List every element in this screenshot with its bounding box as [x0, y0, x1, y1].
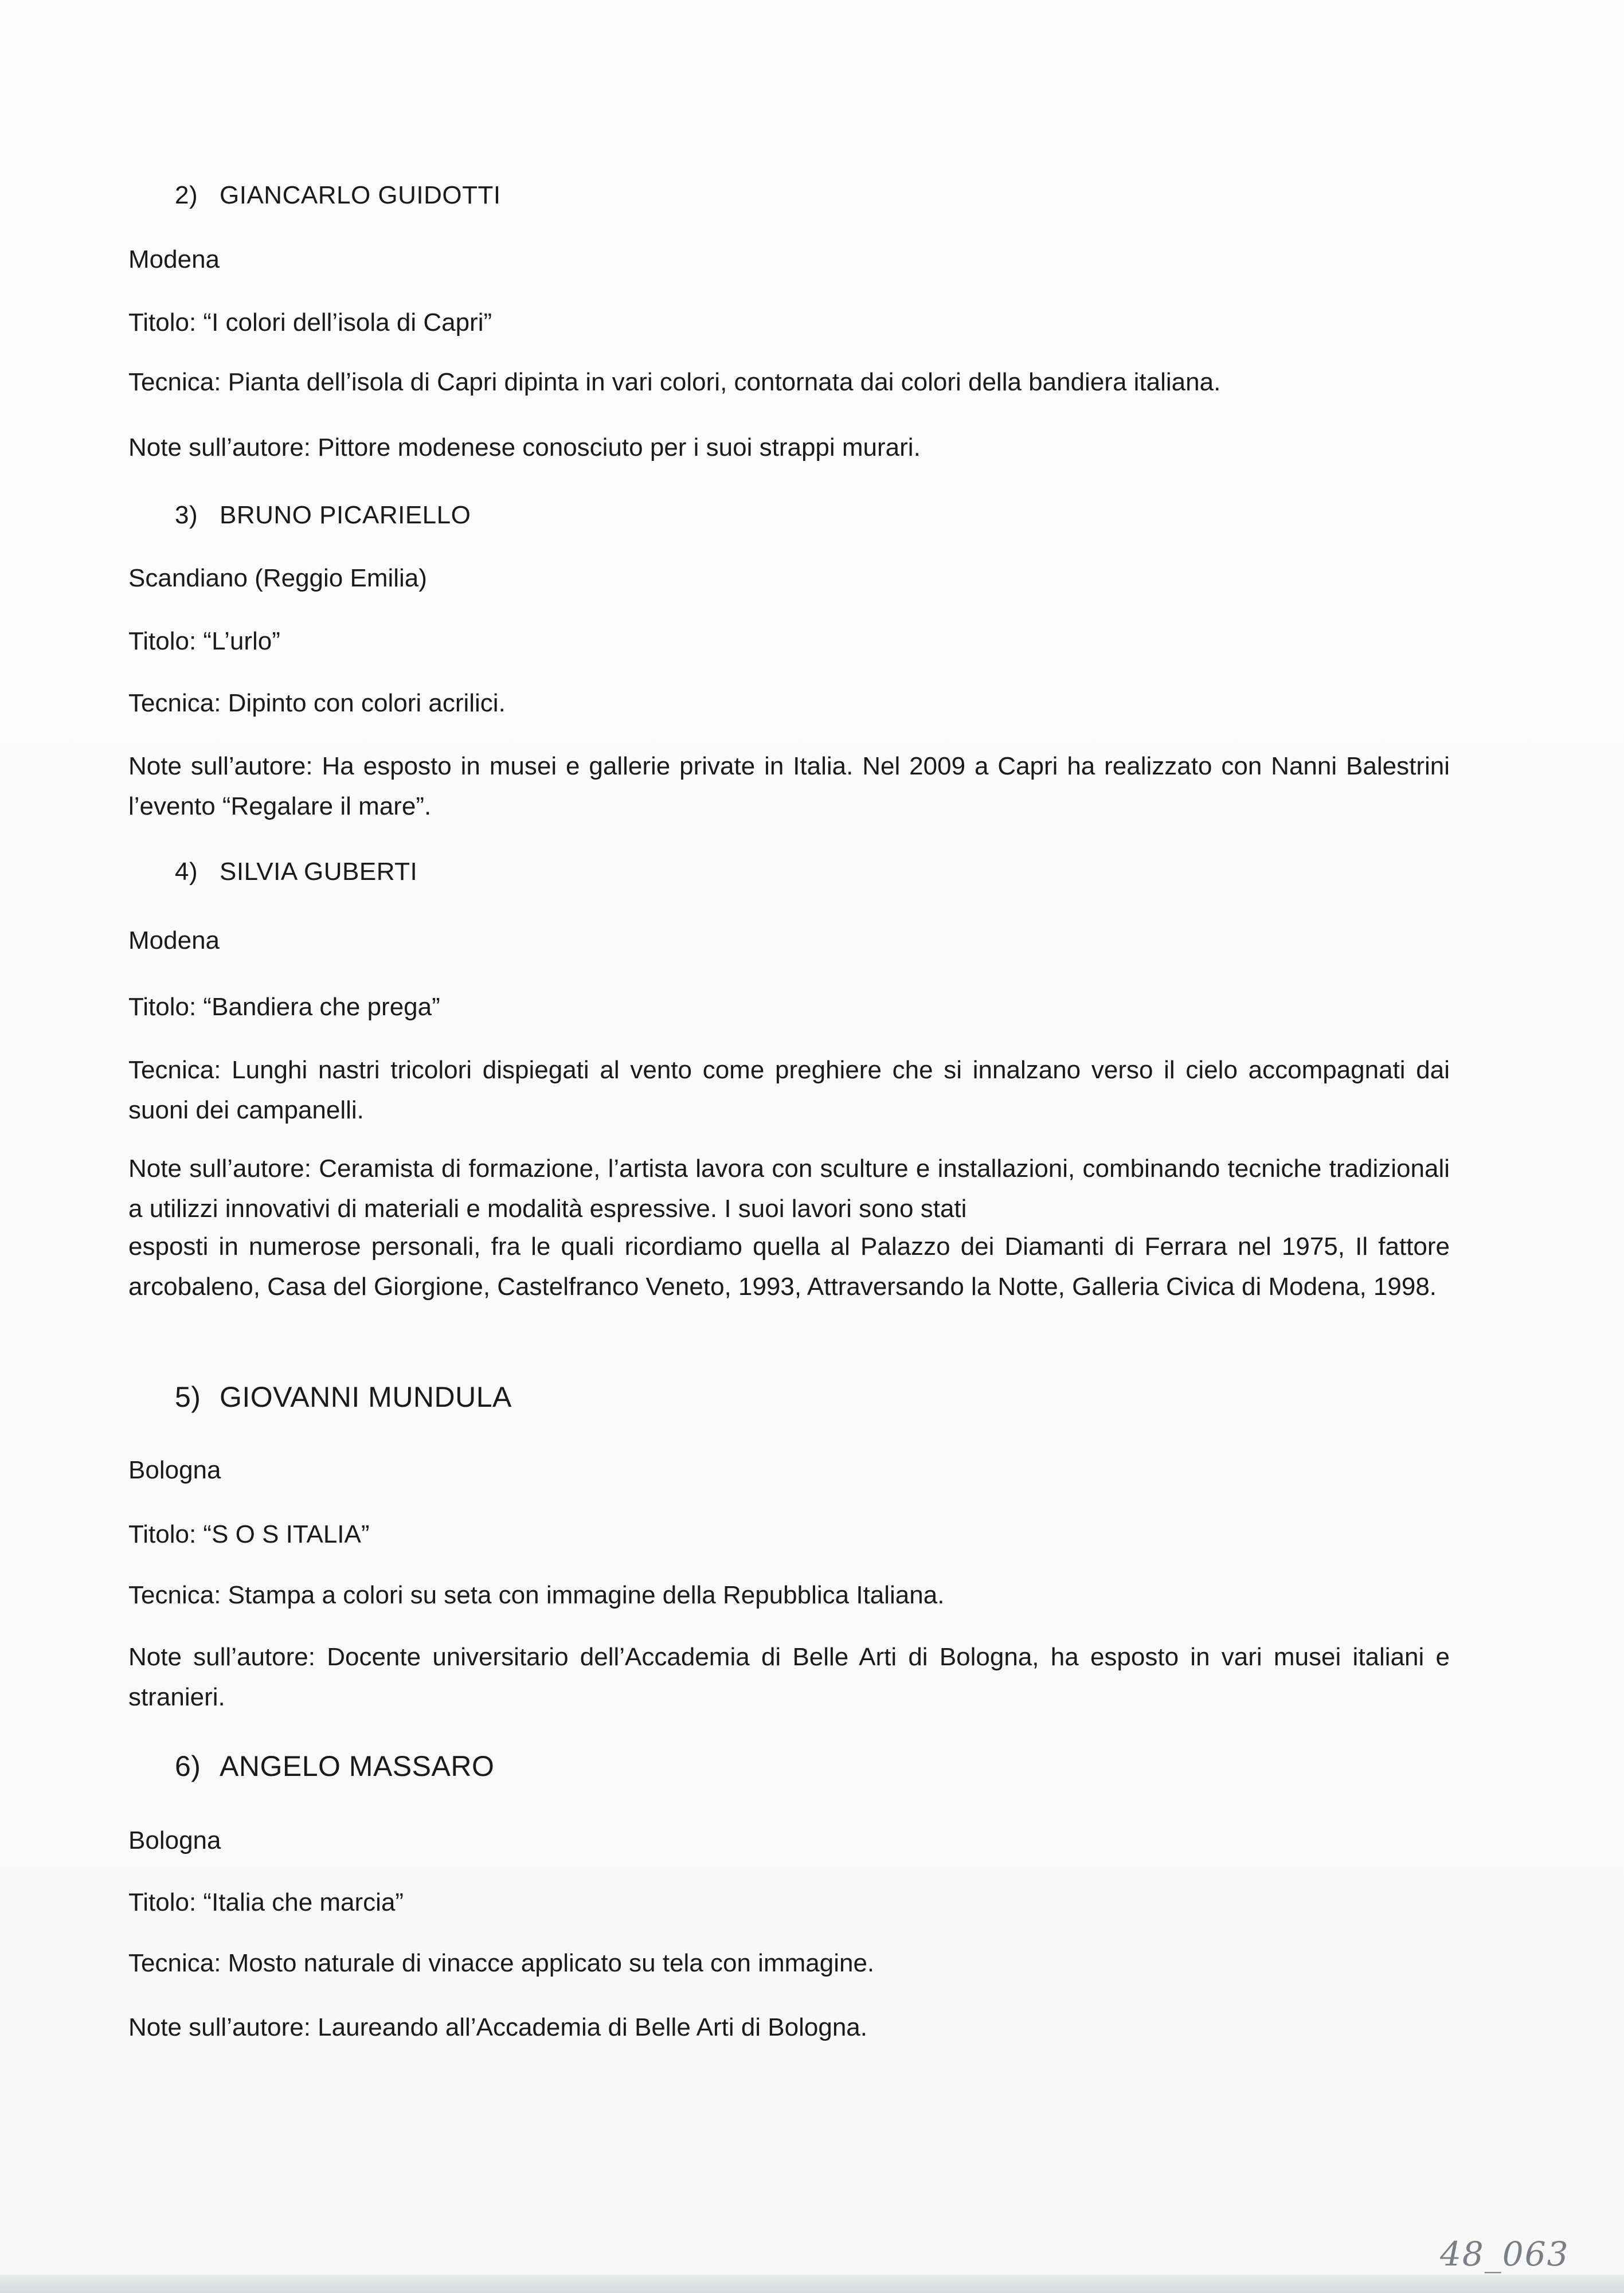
author-notes-part-1: Note sull’autore: Ceramista di formazione, l’artista lavora con sculture e installazioni, combinando tecniche tradizionali a utilizzi innovativi di materiali e modalità espressive. I suoi lavori sono stati [128, 1155, 1450, 1223]
entry-number: 4) [175, 858, 198, 886]
scan-bottom-edge [0, 2275, 1624, 2293]
artwork-title: Titolo: “Bandiera che prega” [128, 993, 440, 1021]
entry-heading-massaro [175, 1750, 494, 1783]
artwork-title: Titolo: “I colori dell’isola di Capri” [128, 308, 492, 336]
artwork-title: Titolo: “Italia che marcia” [128, 1888, 404, 1916]
artwork-technique: Tecnica: Mosto naturale di vinacce applicato su tela con immagine. [128, 1949, 875, 1977]
artist-name: ANGELO MASSARO [220, 1750, 495, 1782]
entry-number: 6) [175, 1750, 201, 1782]
artwork-technique: Tecnica: Stampa a colori su seta con immagine della Repubblica Italiana. [128, 1581, 945, 1609]
entry-heading-mundula [175, 1380, 512, 1414]
entry-number: 3) [175, 501, 198, 529]
artwork-technique: Tecnica: Lunghi nastri tricolori dispiegati al vento come preghiere che si innalzano verso il cielo accompagnati dai suoni dei campanelli. [128, 1056, 1450, 1124]
author-notes: Note sull’autore: Pittore modenese conosciuto per i suoi strappi murari. [128, 433, 921, 461]
artist-name: BRUNO PICARIELLO [220, 501, 471, 529]
artist-city: Bologna [128, 1826, 221, 1854]
author-notes-part-2: esposti in numerose personali, fra le quali ricordiamo quella al Palazzo dei Diamanti di Ferrara nel 1975, Il fattore arcobaleno, Casa del Giorgione, Castelfranco Veneto, 1993, Attraversando la Notte, Galleria Civica di Modena, 1998. [128, 1232, 1450, 1301]
artist-city: Modena [128, 245, 220, 273]
handwritten-page-number: 48_063 [1440, 2235, 1570, 2274]
author-notes: Note sull’autore: Docente universitario dell’Accademia di Belle Arti di Bologna, ha esposto in vari musei italiani e stranieri. [128, 1643, 1450, 1711]
artwork-technique: Tecnica: Pianta dell’isola di Capri dipinta in vari colori, contornata dai colori della bandiera italiana. [128, 368, 1221, 396]
artist-name: GIANCARLO GUIDOTTI [220, 181, 501, 209]
entry-heading-guberti [175, 858, 417, 886]
artist-city: Scandiano (Reggio Emilia) [128, 564, 427, 592]
artist-name: SILVIA GUBERTI [220, 858, 418, 886]
artist-name: GIOVANNI MUNDULA [220, 1381, 512, 1413]
entry-heading-picariello [175, 501, 471, 530]
author-notes: Note sull’autore: Ha esposto in musei e gallerie private in Italia. Nel 2009 a Capri ha realizzato con Nanni Balestrini l’evento “Regalare il mare”. [128, 752, 1450, 820]
artist-city: Modena [128, 926, 220, 954]
artwork-technique: Tecnica: Dipinto con colori acrilici. [128, 689, 506, 717]
artwork-title: Titolo: “L’urlo” [128, 627, 280, 655]
author-notes: Note sull’autore: Laureando all’Accademia di Belle Arti di Bologna. [128, 2013, 867, 2041]
artwork-title: Titolo: “S O S ITALIA” [128, 1520, 370, 1548]
entry-number: 5) [175, 1381, 201, 1413]
artist-city: Bologna [128, 1456, 221, 1484]
entry-number: 2) [175, 181, 198, 209]
entry-heading-guidotti [175, 181, 501, 210]
